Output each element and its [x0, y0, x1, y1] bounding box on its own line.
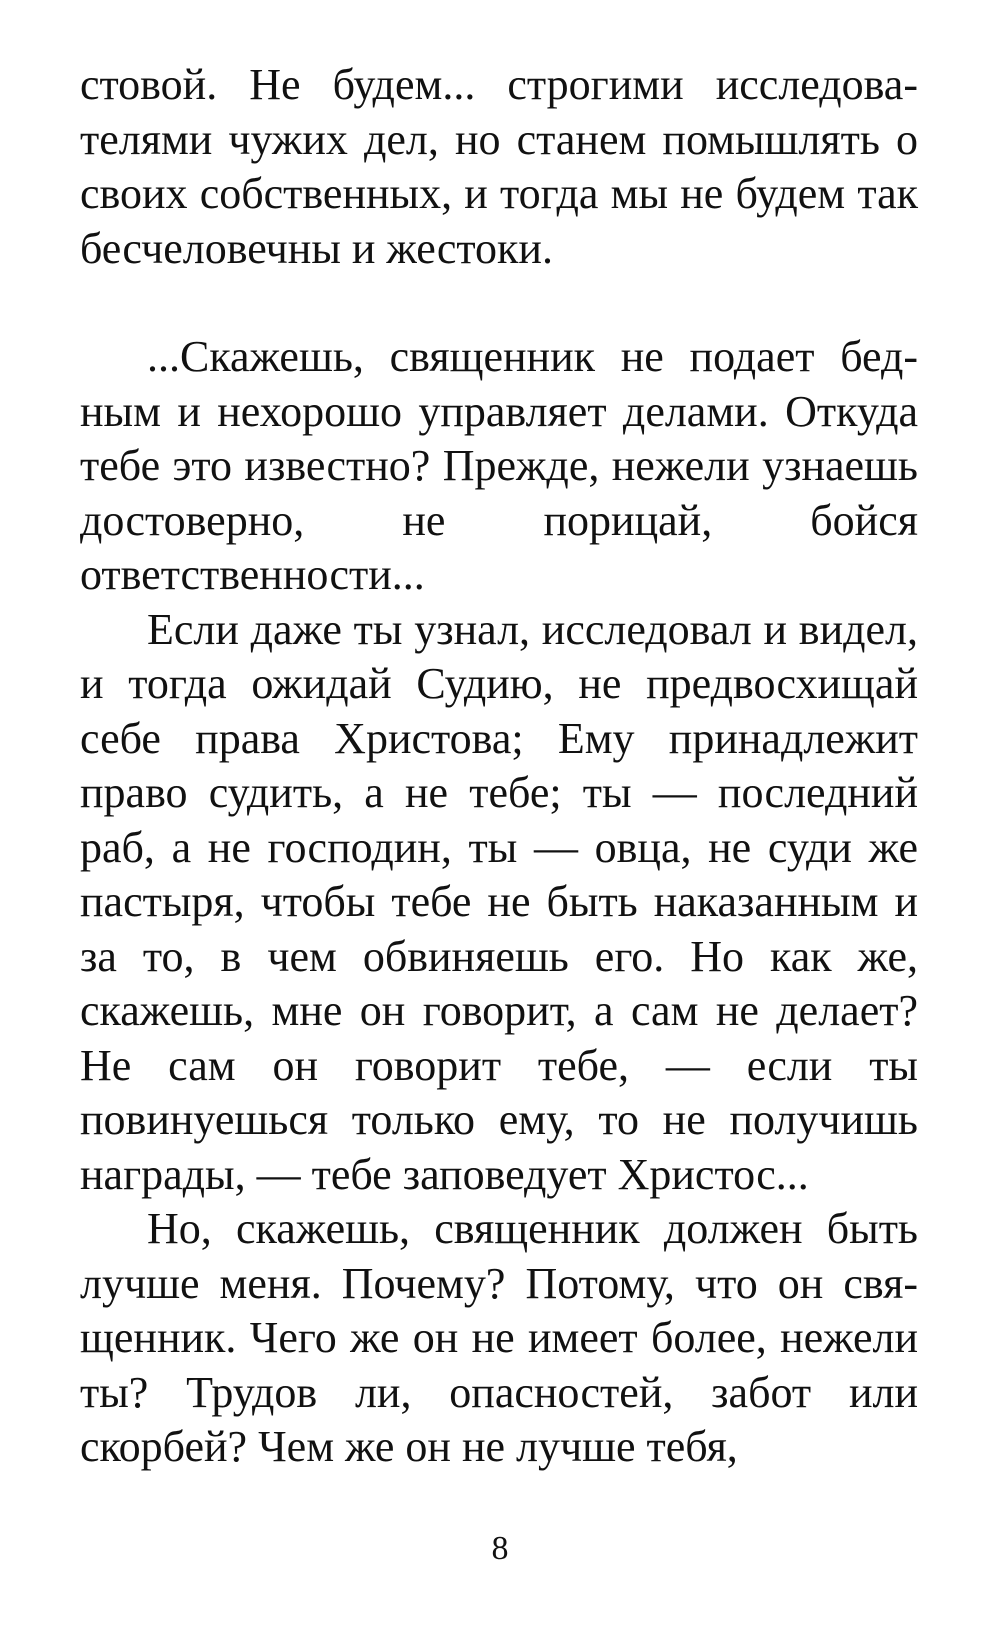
paragraph-1: стовой. Не будем... строгими исследователями чужих дел, но станем помышлять о своих собственных, и тогда мы не будем так бесчеловечны и жестоки.	[80, 60, 918, 273]
paragraph-4: Но, скажешь, священник должен быть лучше меня. Почему? Потому, что он священник. Чего же он не имеет более, нежели ты? Трудов ли, опасностей, забот или скорбей? Чем же он не лучше тебя,	[80, 1204, 918, 1471]
page-number: 8	[491, 1530, 509, 1567]
paragraph-3: Если даже ты узнал, исследовал и видел, и тогда ожидай Судию, не предвосхищай себе права Христова; Ему принадлежит право судить, а не тебе; ты — последний раб, а не господин, ты — овца, не суди же пастыря, чтобы тебе не быть наказанным и за то, в чем обвиняешь его. Но как же, скажешь, мне он говорит, а сам не делает? Не сам он говорит тебе, — если ты повинуешься только ему, то не получишь награды, — тебе заповедует Христос...	[80, 604, 918, 1199]
text-block-top	[80, 58, 918, 276]
text-block-main	[80, 330, 918, 1475]
paragraph-2: ...Скажешь, священник не подает бедным и нехорошо управляет делами. Откуда тебе это известно? Прежде, нежели узнаешь достоверно, не порицай, бойся ответственности...	[80, 332, 918, 599]
